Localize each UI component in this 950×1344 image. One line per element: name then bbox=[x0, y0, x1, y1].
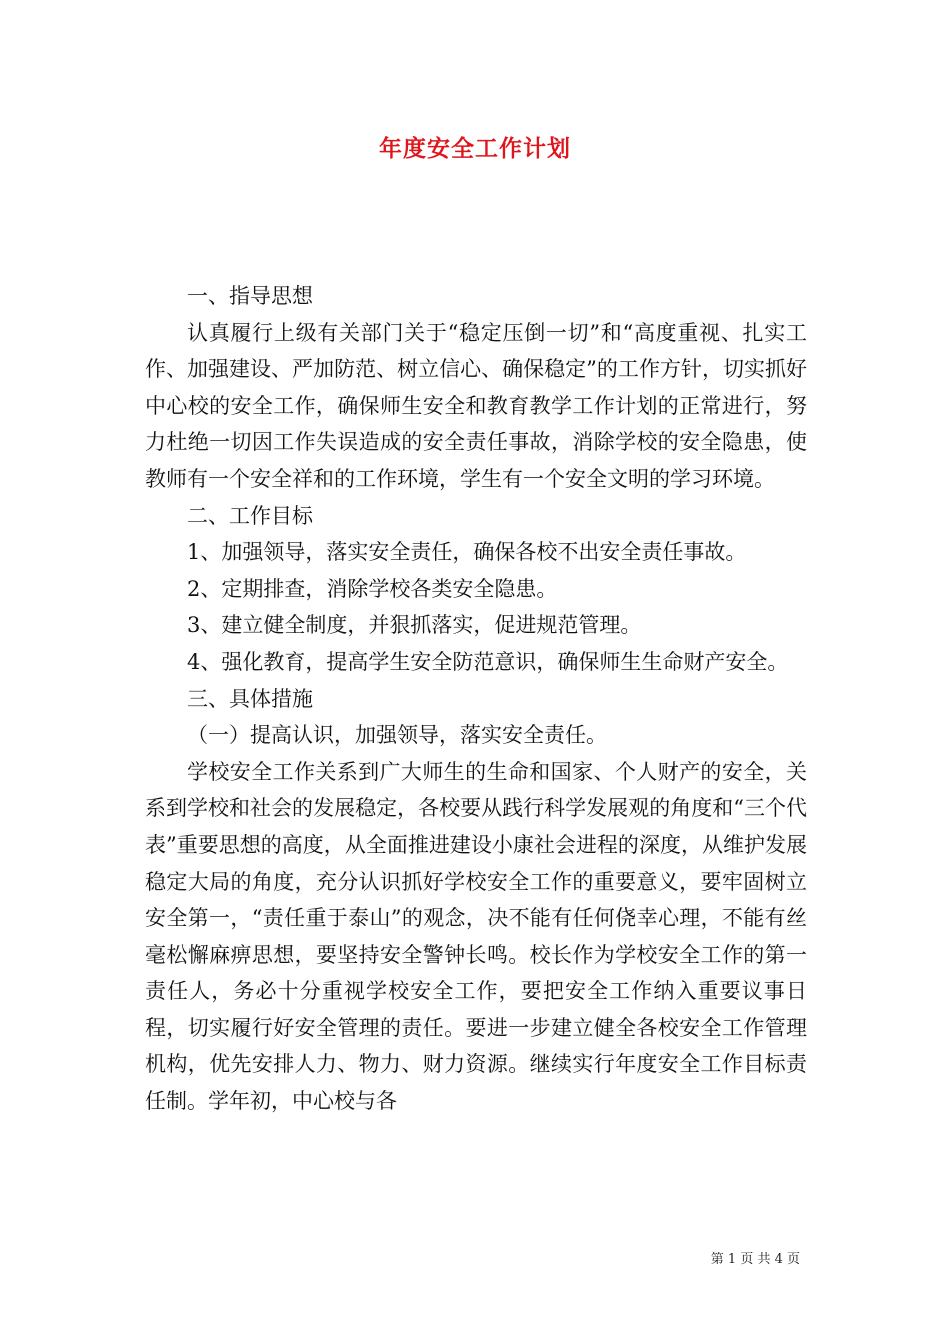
page-number: 第 1 页 共 4 页 bbox=[710, 1252, 800, 1267]
paragraph: 认真履行上级有关部门关于“稳定压倒一切”和“高度重视、扎实工作、加强建设、严加防范、树立信心、确保稳定”的工作方针，切实抓好中心校的安全工作，确保师生安全和教育教学工作计划的正常进行，努力杜绝一切因工作失误造成的安全责任事故，消除学校的安全隐患，使教师有一个安全祥和的工作环境，学生有一个安全文明的学习环境。 bbox=[145, 320, 807, 491]
list-item: 2、定期排查，消除学校各类安全隐患。 bbox=[187, 576, 558, 601]
list-item: 3、建立健全制度，并狠抓落实，促进规范管理。 bbox=[187, 613, 642, 638]
list-item: 1、加强领导，落实安全责任，确保各校不出安全责任事故。 bbox=[187, 540, 747, 565]
subsection-heading: （一）提高认识，加强领导，落实安全责任。 bbox=[187, 723, 607, 748]
section-heading: 一、指导思想 bbox=[187, 284, 313, 308]
section-heading: 二、工作目标 bbox=[187, 503, 313, 528]
list-item: 4、强化教育，提高学生安全防范意识，确保师生生命财产安全。 bbox=[187, 649, 789, 674]
document-body bbox=[145, 278, 807, 1120]
document-title: 年度安全工作计划 bbox=[379, 135, 571, 162]
paragraph: 学校安全工作关系到广大师生的生命和国家、个人财产的安全，关系到学校和社会的发展稳定，各校要从践行科学发展观的角度和“三个代表”重要思想的高度，从全面推进建设小康社会进程的深度，从维护发展稳定大局的角度，充分认识抓好学校安全工作的重要意义，要牢固树立安全第一，“责任重于泰山”的观念，决不能有任何侥幸心理，不能有丝毫松懈麻痹思想，要坚持安全警钟长鸣。校长作为学校安全工作的第一责任人，务必十分重视学校安全工作，要把安全工作纳入重要议事日程，切实履行好安全管理的责任。要进一步建立健全各校安全工作管理机构，优先安排人力、物力、财力资源。继续实行年度安全工作目标责任制。学年初，中心校与各 bbox=[145, 759, 807, 1114]
section-heading: 三、具体措施 bbox=[187, 686, 313, 711]
